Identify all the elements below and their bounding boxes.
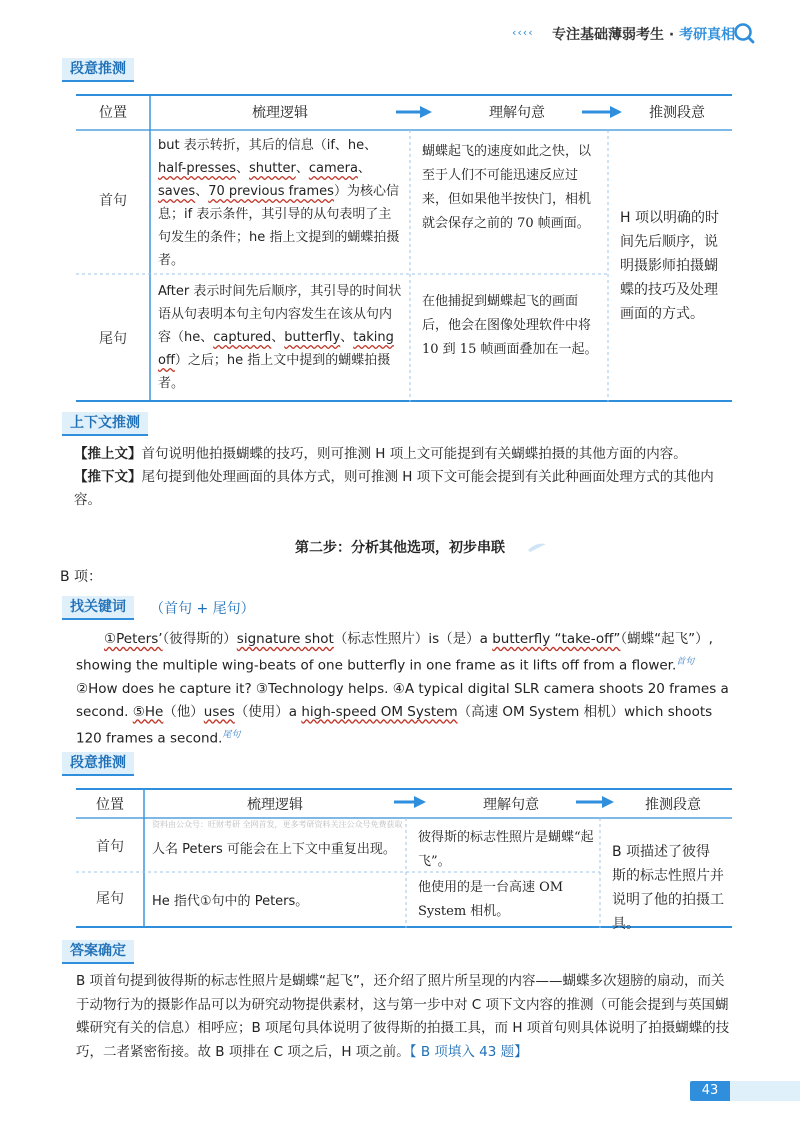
table2-row1-logic: 人名 Peters 可能会在上下文中重复出现。 xyxy=(152,842,396,857)
option-b-passage xyxy=(76,628,734,750)
logic-r1-keyword: half-presses xyxy=(158,161,236,176)
logic-r1-text: 、 xyxy=(357,161,371,176)
header-title-accent: 考研真相 xyxy=(679,27,736,43)
logic-r2-text: After 表示时间先后顺序，其引导的时间状语从句表明本句主句内容发生在该从句内容（he、 xyxy=(158,284,402,345)
logic-r1-text: 、 xyxy=(195,184,209,199)
table1-row2-logic xyxy=(158,280,404,395)
header-arrows: ‹‹‹‹ xyxy=(512,26,534,39)
logic-r2-keyword: taking off xyxy=(158,330,394,368)
table2-row1-pos: 首句 xyxy=(96,839,124,855)
table1-header-logic: 梳理逻辑 xyxy=(252,105,308,121)
table2-row2-pos: 尾句 xyxy=(96,891,124,907)
table1-infer: H 项以明确的时间先后顺序，说明摄影师拍摄蝴蝶的技巧及处理画面的方式。 xyxy=(620,210,719,322)
context-down-text: 尾句提到他处理画面的具体方式，则可推测 H 项下文可能会提到有关此种画面处理方式的其他内容。 xyxy=(74,469,714,508)
sentence1-keyword: ①Peters’ xyxy=(104,631,163,647)
answer-text xyxy=(76,970,734,1064)
table2-header-meaning: 理解句意 xyxy=(483,797,539,813)
logic-r2-text: ）之后；he 指上文中提到的蝴蝶拍摄者。 xyxy=(158,353,391,391)
logic-r2-keyword: captured xyxy=(213,330,272,345)
table2-row1-meaning: 彼得斯的标志性照片是蝴蝶“起飞”。 xyxy=(418,830,594,869)
logic-r1-keyword: 70 previous frames xyxy=(208,184,334,199)
table2-row2-logic: He 指代①句中的 Peters。 xyxy=(152,894,309,909)
context-up-text: 首句说明他拍摄蝴蝶的技巧，则可推测 H 项上文可能提到有关蝴蝶拍摄的其他方面的内容。 xyxy=(141,446,687,462)
logic-r2-keyword: butterfly xyxy=(284,330,341,345)
sentence1-keyword: signature shot xyxy=(236,631,334,647)
logic-r2-text: 、 xyxy=(340,330,354,345)
sentence5-text: （高速 OM System 相机）which shoots 120 frames a second. xyxy=(76,703,713,746)
sentence1-text: （彼得斯的） xyxy=(162,631,237,647)
context-up-label: 【推上文】 xyxy=(74,446,142,462)
sentence5-text: （他） xyxy=(163,703,204,720)
context-down-label: 【推下文】 xyxy=(74,469,142,485)
note-tail: 尾句 xyxy=(222,729,241,740)
brush-decoration-icon xyxy=(526,540,548,554)
table2-header-pos: 位置 xyxy=(96,797,124,813)
logic-r2-text: 、 xyxy=(271,330,285,345)
sentence5-keyword: ⑤He xyxy=(132,703,164,720)
page-number: 43 xyxy=(690,1081,730,1101)
passage-sentence-2-4: ②How does he capture it? ③Technology helps. ④A typical digital SLR camera shoots 20 frames a second. xyxy=(76,680,729,720)
sentence1-text: （标志性照片）is（是）a xyxy=(333,631,493,647)
logic-r1-text: but 表示转折，其后的信息（if、he、 xyxy=(158,138,378,153)
logic-r1-text: ）为核心信息；if 表示条件，其引导的从句表明了主句发生的条件；he 指上文提到的蝴蝶拍摄者。 xyxy=(158,184,400,268)
header-title xyxy=(552,24,735,44)
table2-header-logic: 梳理逻辑 xyxy=(247,797,303,813)
table1-row1-logic xyxy=(158,134,404,272)
section-tag-context: 上下文推测 xyxy=(62,412,148,436)
table2-row2-meaning: 他使用的是一台高速 OM System 相机。 xyxy=(418,880,564,919)
passage-sentence-5 xyxy=(76,704,712,747)
logic-r1-keyword: camera xyxy=(308,161,358,176)
logic-r1-text: 、 xyxy=(236,161,250,176)
sentence1-text: （蝴蝶“起飞”）, showing the multiple wing-beats of one butterfly in one frame as it lifts off from a flower. xyxy=(76,631,713,674)
sentence5-text: （使用）a xyxy=(234,703,302,720)
note-head: 首句 xyxy=(676,657,695,667)
table1-row2-pos: 尾句 xyxy=(99,331,127,347)
section-tag-keywords: 找关键词 xyxy=(62,596,134,620)
step2-title: 第二步：分析其他选项，初步串联 xyxy=(295,540,505,556)
logic-r1-keyword: shutter xyxy=(249,161,296,176)
sentence1-keyword: butterfly “take-off” xyxy=(492,631,621,647)
search-icon[interactable] xyxy=(733,22,755,44)
logic-r1-text: 、 xyxy=(295,161,309,176)
sentence5-keyword: uses xyxy=(203,703,235,720)
option-b-label: B 项： xyxy=(60,569,103,585)
section-tag-paragraph-infer: 段意推测 xyxy=(62,58,134,82)
table1-row1-meaning: 蝴蝶起飞的速度如此之快，以至于人们不可能迅速反应过来，但如果他半按快门，相机就会保存之前的 70 帧画面。 xyxy=(422,144,592,231)
answer-result: 【 B 项填入 43 题】 xyxy=(409,1043,528,1060)
table1-row1-pos: 首句 xyxy=(99,193,127,209)
table1-header-pos: 位置 xyxy=(99,105,127,121)
section-tag-paragraph-infer-2: 段意推测 xyxy=(62,752,134,776)
analysis-table-2 xyxy=(76,788,732,932)
table1-row2-meaning: 在他捕捉到蝴蝶起飞的画面后，他会在图像处理软件中将 10 到 15 帧画面叠加在一起。 xyxy=(422,294,598,357)
page-number-bar xyxy=(730,1081,800,1101)
sentence5-keyword: high-speed OM System xyxy=(301,703,458,720)
answer-body: B 项首句提到彼得斯的标志性照片是蝴蝶“起飞”，还介绍了照片所呈现的内容——蝴蝶多次翅膀的扇动，而关于动物行为的摄影作品可以为研究动物提供素材，这与第一步中对 C 项下文内容的推测（可能会提到与英国蝴蝶研究有关的信息）相呼应；B 项尾句具体说明了彼得斯的拍摄工具，而 H 项首句则具体说明了拍摄蝴蝶的技巧，二者紧密衔接。故 B 项排在 C 项之后，H 项之前。 xyxy=(76,973,730,1060)
table2-header-infer: 推测段意 xyxy=(645,797,701,813)
table1-header-infer: 推测段意 xyxy=(649,105,705,121)
table2-infer: B 项描述了彼得斯的标志性照片并说明了他的拍摄工具。 xyxy=(612,844,724,932)
context-up xyxy=(74,443,734,466)
section-tag-answer: 答案确定 xyxy=(62,940,134,964)
header-title-main: 专注基础薄弱考生 · xyxy=(552,27,680,43)
analysis-table-1 xyxy=(76,94,732,402)
keywords-subtitle: （首句 + 尾句） xyxy=(150,601,255,617)
table1-header-meaning: 理解句意 xyxy=(489,105,545,121)
passage-sentence-1 xyxy=(76,631,713,674)
logic-r1-keyword: saves xyxy=(158,184,196,199)
context-down xyxy=(74,466,734,512)
watermark: 资料由公众号：旺财考研 全网首发，更多考研资料关注公众号免费获取 xyxy=(152,820,403,829)
